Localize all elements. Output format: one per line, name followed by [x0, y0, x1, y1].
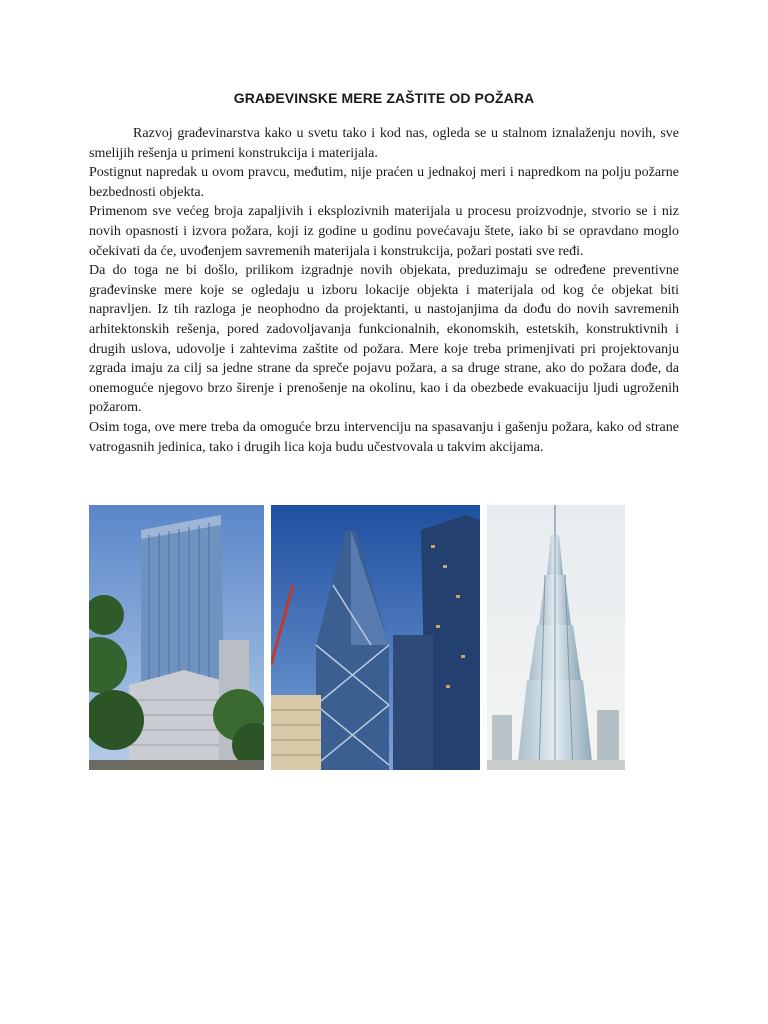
paragraph: Razvoj građevinarstva kako u svetu tako i kod nas, ogleda se u stalnom iznalaženju novih, sve smelijih rešenja u primeni konstrukcija i materijala. [89, 126, 679, 161]
photo-office-tower [89, 505, 264, 770]
photo-angular-skyscraper [271, 505, 480, 770]
page-title: GRAĐEVINSKE MERE ZAŠTITE OD POŽARA [233, 90, 535, 106]
photo-spire-tower [487, 505, 625, 770]
paragraph: Primenom sve većeg broja zapaljivih i eksplozivnih materijala u procesu proizvodnje, stvorio se i niz novih opasnosti i izvora požara, koji iz godine u godinu povećavaju štete, iako bi se opravdano moglo očekivati da će, uvođenjem savremenih materijala i konstrukcija, požari postati sve ređi. [89, 204, 679, 259]
paragraph: Postignut napredak u ovom pravcu, međutim, nije praćen u jednakoj meri i napredkom na polju požarne bezbednosti objekta. [89, 165, 679, 200]
paragraph: Da do toga ne bi došlo, prilikom izgradnje novih objekata, preduzimaju se određene preventivne građevinske mere koje se ogledaju u izboru lokacije objekta i materijala od kog će objekat biti napravljen. Iz tih razloga je neophodno da projektanti, u nastojanjima da dođu do novih savremenih arhitektonskih rešenja, pored zadovoljavanja funkcionalnih, ekonomskih, estetskih, konstruktivnih i drugih uslova, udovolje i zahtevima zaštite od požara. Mere koje treba primenjivati pri projektovanju zgrada imaju za cilj sa jedne strane da spreče pojavu požara, a sa druge strane, ako do požara dođe, da onemoguće njegovo brzo širenje i prenošenje na okolinu, kao i da obezbede evakuaciju ljudi ugroženih požarom. [89, 263, 679, 416]
body-text [89, 124, 679, 457]
paragraph: Osim toga, ove mere treba da omoguće brzu intervenciju na spasavanju i gašenju požara, kako od strane vatrogasnih jedinica, tako i drugih lica koja budu učestvovala u takvim akcijama. [89, 419, 679, 455]
